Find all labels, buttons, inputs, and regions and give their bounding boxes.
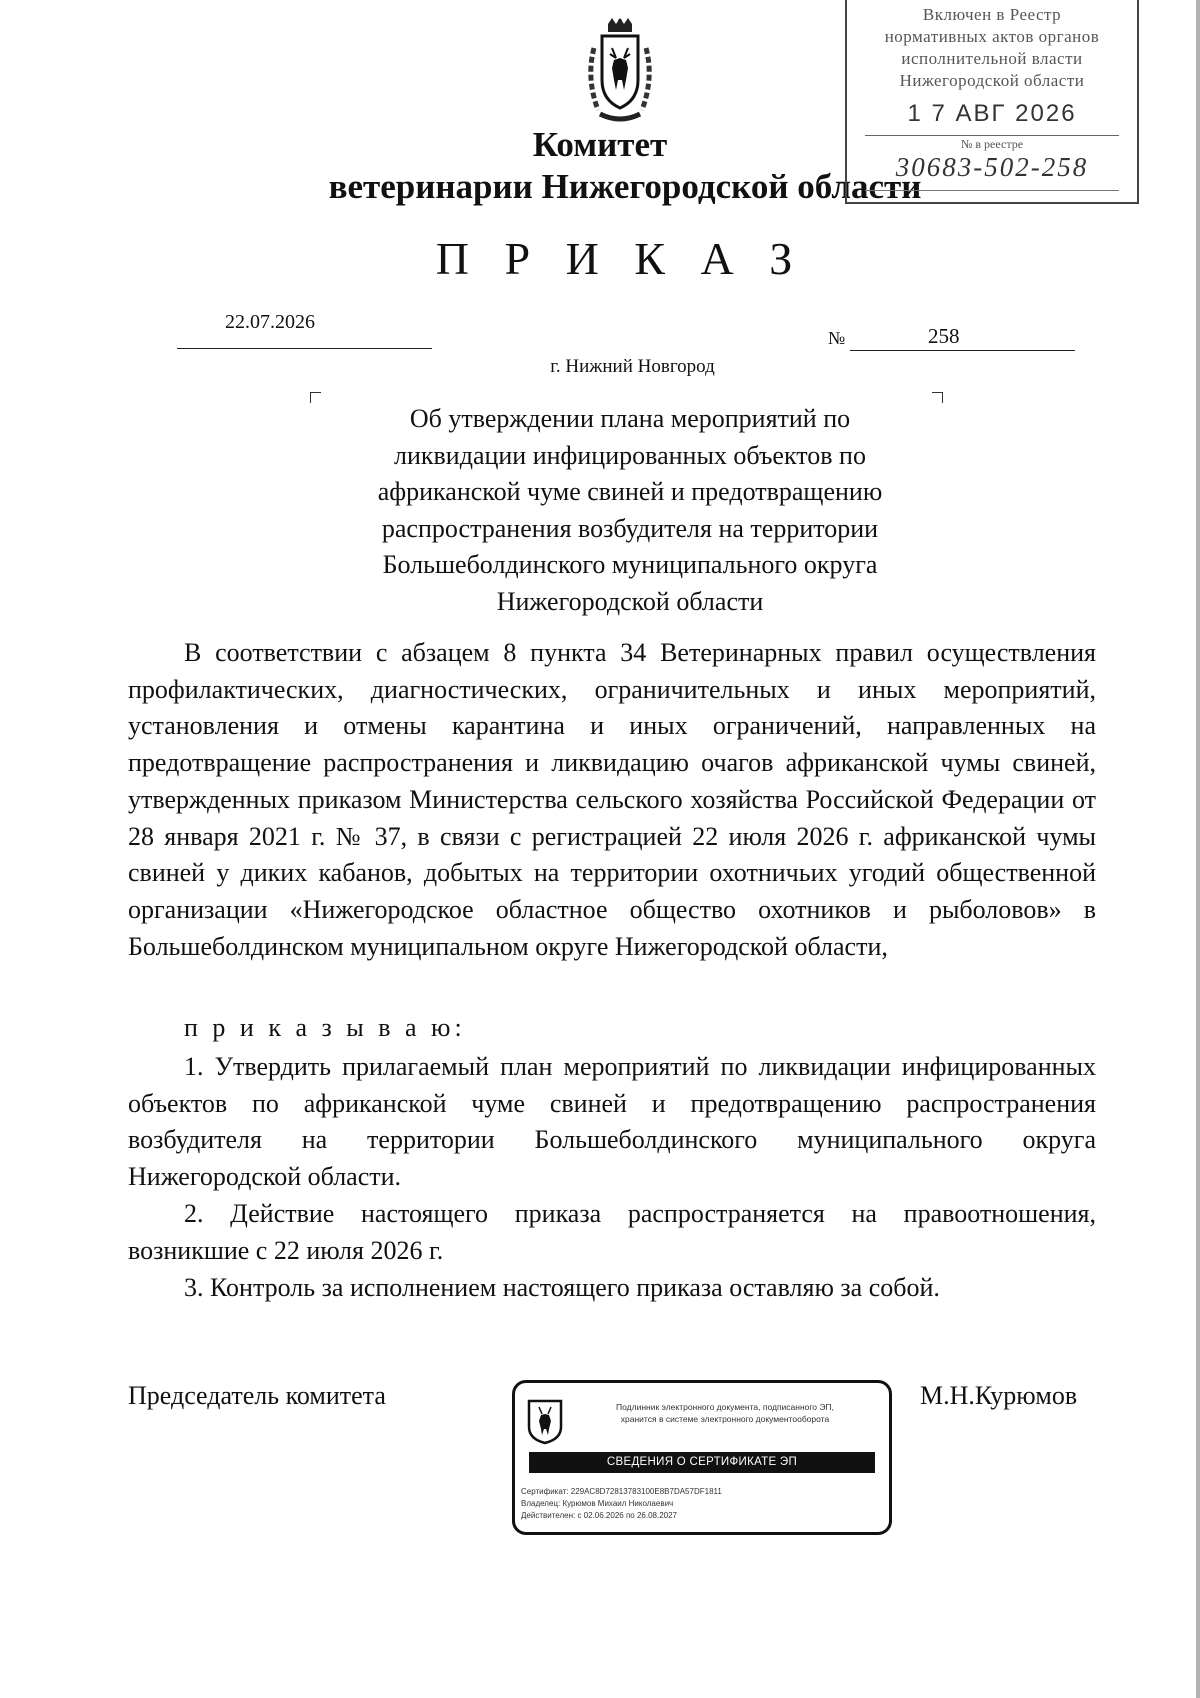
esig-note-line: Подлинник электронного документа, подписанного ЭП, xyxy=(616,1402,834,1412)
signatory-name: М.Н.Курюмов xyxy=(920,1381,1078,1410)
registry-number-label: № в реестре xyxy=(960,137,1024,151)
order-item-1: 1. Утвердить прилагаемый план мероприятий по ликвидации инфицированных объектов по африканской чуме свиней и предотвращению распространения возбудителя на территории Большеболдинского муниципального округа Нижегородской области. xyxy=(128,1052,1096,1192)
document-date: 22.07.2026 xyxy=(225,311,315,333)
esig-note-line: хранится в системе электронного документооборота xyxy=(620,1414,830,1424)
document-number: 258 xyxy=(928,324,960,348)
number-sign: № xyxy=(828,328,846,348)
registry-stamp-line: исполнительной власти xyxy=(901,49,1083,68)
subject-line: Об утверждении плана мероприятий по xyxy=(409,404,851,433)
scan-edge-shadow xyxy=(1196,0,1200,1698)
registry-stamp-text xyxy=(847,4,1137,92)
registry-stamp-line: нормативных актов органов xyxy=(884,27,1100,46)
registry-stamp-date: 1 7 АВГ 2026 xyxy=(907,100,1077,127)
region-emblem-icon xyxy=(527,1399,563,1445)
subject-line: африканской чуме свиней и предотвращению xyxy=(377,477,883,506)
registry-number: 30683-502-258 xyxy=(895,152,1089,182)
document-subject xyxy=(300,401,960,620)
electronic-signature-stamp xyxy=(512,1380,892,1535)
order-item-2: 2. Действие настоящего приказа распространяется на правоотношения, возникшие с 22 июля 2026 г. xyxy=(128,1199,1096,1265)
esig-validity: Действителен: с 02.06.2026 по 26.08.2027 xyxy=(521,1511,677,1520)
registry-stamp-line: Включен в Реестр xyxy=(922,5,1062,24)
esig-details xyxy=(521,1486,881,1522)
registry-stamp-divider xyxy=(865,135,1119,136)
registry-stamp-line: Нижегородской области xyxy=(899,71,1085,90)
document-title: П Р И К А З xyxy=(435,233,805,284)
esig-header: СВЕДЕНИЯ О СЕРТИФИКАТЕ ЭП xyxy=(529,1452,875,1473)
subject-line: Нижегородской области xyxy=(496,586,764,616)
coat-of-arms-emblem xyxy=(580,18,660,128)
organization-name-line1: Комитет xyxy=(532,125,668,164)
esig-owner: Владелец: Курюмов Михаил Николаевич xyxy=(521,1499,674,1508)
esig-certificate: Сертификат: 229AC8D72813783100E8B7DA57DF1811 xyxy=(521,1487,722,1496)
registry-stamp xyxy=(845,0,1139,204)
esig-note xyxy=(575,1401,875,1425)
date-underline xyxy=(177,348,432,349)
order-item-3: 3. Контроль за исполнением настоящего приказа оставляю за собой. xyxy=(184,1273,940,1302)
order-word: п р и к а з ы в а ю: xyxy=(184,1013,466,1042)
preamble-paragraph: В соответствии с абзацем 8 пункта 34 Ветеринарных правил осуществления профилактических, диагностических, ограничительных и иных мероприятий, установления и отмены карантина и иных ограничений, направленных на предотвращение распространения и ликвидацию очагов африканской чумы свиней, утвержденных приказом Министерства сельского хозяйства Российской Федерации от 28 января 2021 г. № 37, в связи с регистрацией 22 июля 2026 г. африканской чумы свиней у диких кабанов, добытых на территории охотничьих угодий общественной организации «Нижегородское областное общество охотников и рыболовов» в Большеболдинском муниципальном округе Нижегородской области, xyxy=(128,638,1096,961)
subject-line: Большеболдинского муниципального округа xyxy=(382,550,878,579)
number-underline xyxy=(850,350,1075,351)
signatory-position: Председатель комитета xyxy=(128,1381,386,1410)
subject-line: распространения возбудителя на территории xyxy=(381,513,879,543)
registry-stamp-divider xyxy=(865,190,1119,191)
subject-line: ликвидации инфицированных объектов по xyxy=(394,440,866,470)
document-city: г. Нижний Новгород xyxy=(550,356,715,377)
organization-name-line2: ветеринарии Нижегородской области xyxy=(328,167,922,206)
